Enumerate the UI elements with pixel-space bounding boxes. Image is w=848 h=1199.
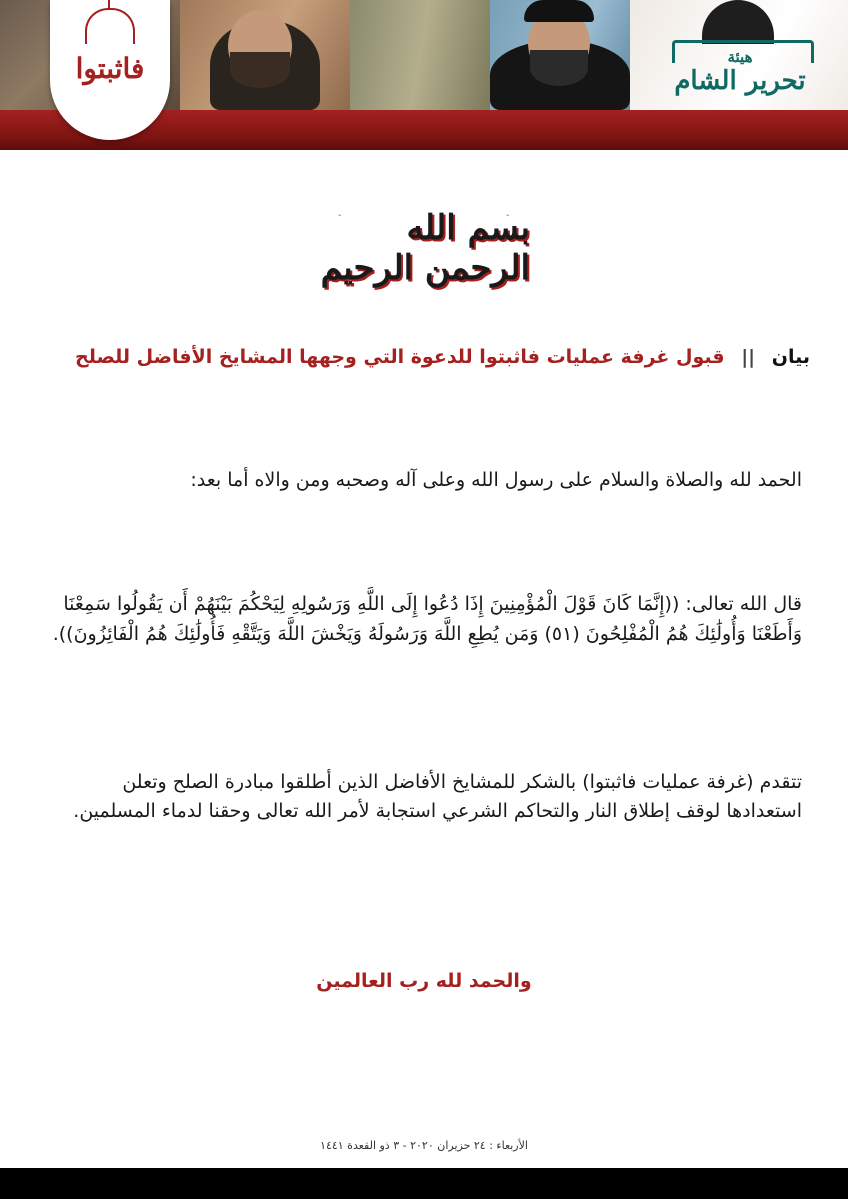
quran-quote-paragraph: قال الله تعالى: ((إِنَّمَا كَانَ قَوْلَ الْمُؤْمِنِينَ إِذَا دُعُوا إِلَى اللَّهِ وَرَسُولِهِ لِيَحْكُمَ بَيْنَهُمْ أَن يَقُولُوا سَمِعْنَا وَأَطَعْنَا وَأُولَٰئِكَ هُمُ الْمُفْلِحُونَ (٥١) وَمَن يُطِعِ اللَّهَ وَرَسُولَهُ وَيَخْشَ اللَّهَ وَيَتَّقْهِ فَأُولَٰئِكَ هُمُ الْفَائِزُونَ)). [52, 593, 802, 645]
header-photo [350, 0, 490, 110]
fathbatu-logo [50, 0, 170, 140]
hts-logo [632, 0, 848, 112]
header-photo [180, 0, 350, 110]
intro-paragraph: الحمد لله والصلاة والسلام على رسول الله وعلى آله وصحبه ومن والاه أما بعد: [190, 469, 802, 491]
hts-logo-main-text: تحرير الشام [674, 66, 806, 96]
fathbatu-logo-text: فاثبتوا [75, 52, 145, 85]
header-photo [490, 0, 630, 110]
main-paragraph: تتقدم (غرفة عمليات فاثبتوا) بالشكر للمشايخ الأفاضل الذين أطلقوا مبادرة الصلح وتعلن استعدادها لوقف إطلاق النار والتحاكم الشرعي استجابة لأمر الله تعالى وحقنا لدماء المسلمين. [73, 771, 802, 822]
person-cap [524, 0, 594, 22]
closing-line: والحمد لله رب العالمين [316, 970, 532, 992]
statement-label: بيان [771, 346, 810, 368]
bottom-black-bar [0, 1168, 848, 1199]
person-beard [530, 50, 588, 86]
statement-date: الأربعاء : ٢٤ حزيران ٢٠٢٠ - ٣ ذو القعدة ١٤٤١ [320, 1139, 528, 1152]
statement-title [30, 346, 810, 368]
statement-subject: قبول غرفة عمليات فاثبتوا للدعوة التي وجهها المشايخ الأفاضل للصلح [75, 346, 725, 368]
hts-logo-small-text: هيئة [727, 48, 753, 66]
person-beard [230, 52, 290, 88]
mosque-dome-icon [702, 0, 774, 44]
basmala-calligraphy [318, 196, 530, 300]
mosque-dome-icon [85, 8, 135, 44]
basmala-text: بسم الله الرحمن الرحيم [320, 208, 530, 288]
header-banner [0, 0, 848, 150]
title-separator: || [741, 346, 756, 368]
